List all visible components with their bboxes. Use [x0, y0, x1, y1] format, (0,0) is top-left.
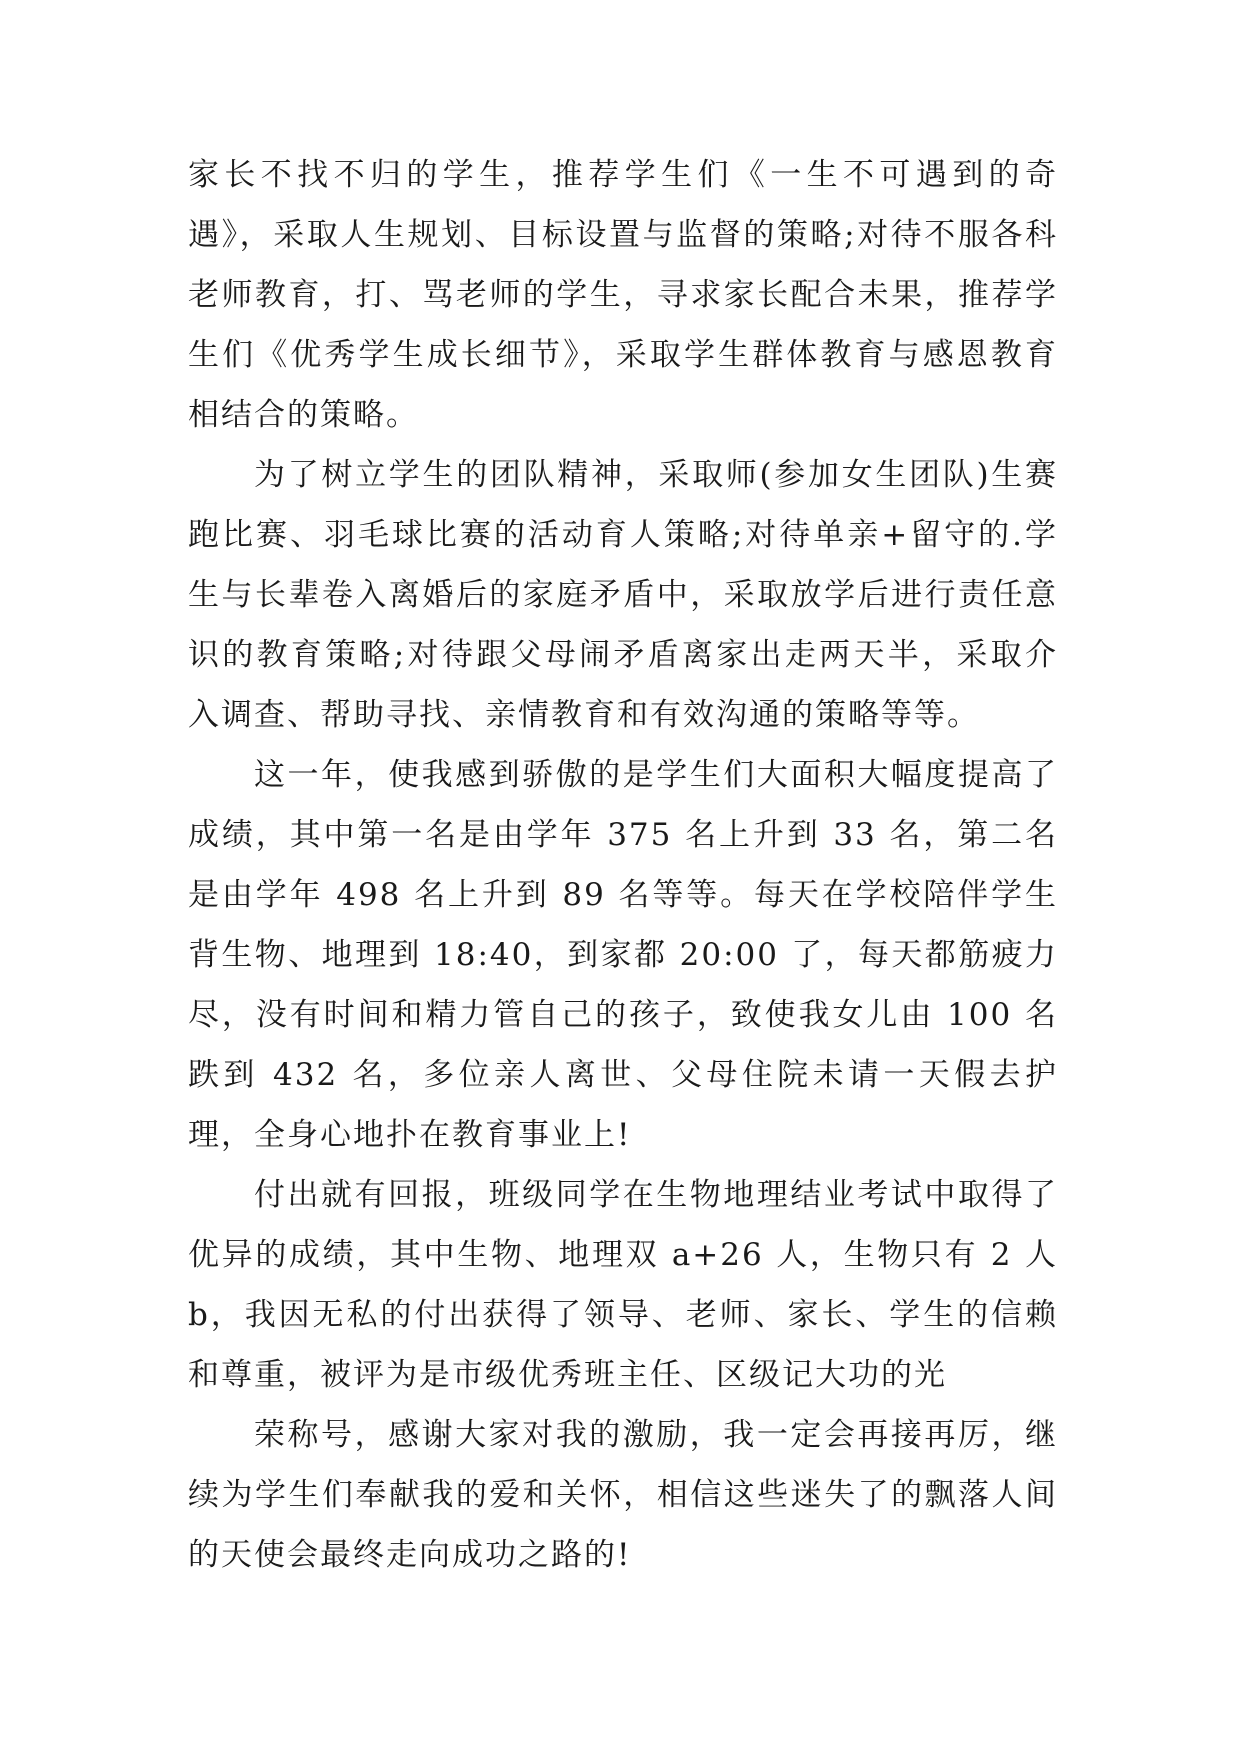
paragraph-pride: 这一年，使我感到骄傲的是学生们大面积大幅度提高了成绩，其中第一名是由学年 375 名上升到 33 名，第二名是由学年 498 名上升到 89 名等等。每天在学校陪伴学生背生物、地理到 18:40，到家都 20:00 了，每天都筋疲力尽，没有时间和精力管自己的孩子，致使我女儿由 100 名跌到 432 名，多位亲人离世、父母住院未请一天假去护理，全身心地扑在教育事业上! [188, 757, 1058, 1153]
paragraph-continuation: 家长不找不归的学生，推荐学生们《一生不可遇到的奇遇》，采取人生规划、目标设置与监督的策略;对待不服各科老师教育，打、骂老师的学生，寻求家长配合未果，推荐学生们《优秀学生成长细节》，采取学生群体教育与感恩教育相结合的策略。 [188, 157, 1058, 433]
paragraph-gratitude: 荣称号，感谢大家对我的激励，我一定会再接再厉，继续为学生们奉献我的爱和关怀，相信这些迷失了的飘落人间的天使会最终走向成功之路的! [188, 1417, 1058, 1573]
document-body [188, 145, 1058, 1585]
paragraph-rewards: 付出就有回报，班级同学在生物地理结业考试中取得了优异的成绩，其中生物、地理双 a+26 人，生物只有 2 人 b，我因无私的付出获得了领导、老师、家长、学生的信赖和尊重，被评为是市级优秀班主任、区级记大功的光 [188, 1177, 1058, 1393]
paragraph-team-spirit: 为了树立学生的团队精神，采取师(参加女生团队)生赛跑比赛、羽毛球比赛的活动育人策略;对待单亲+留守的.学生与长辈卷入离婚后的家庭矛盾中，采取放学后进行责任意识的教育策略;对待跟父母闹矛盾离家出走两天半，采取介入调查、帮助寻找、亲情教育和有效沟通的策略等等。 [188, 457, 1058, 733]
